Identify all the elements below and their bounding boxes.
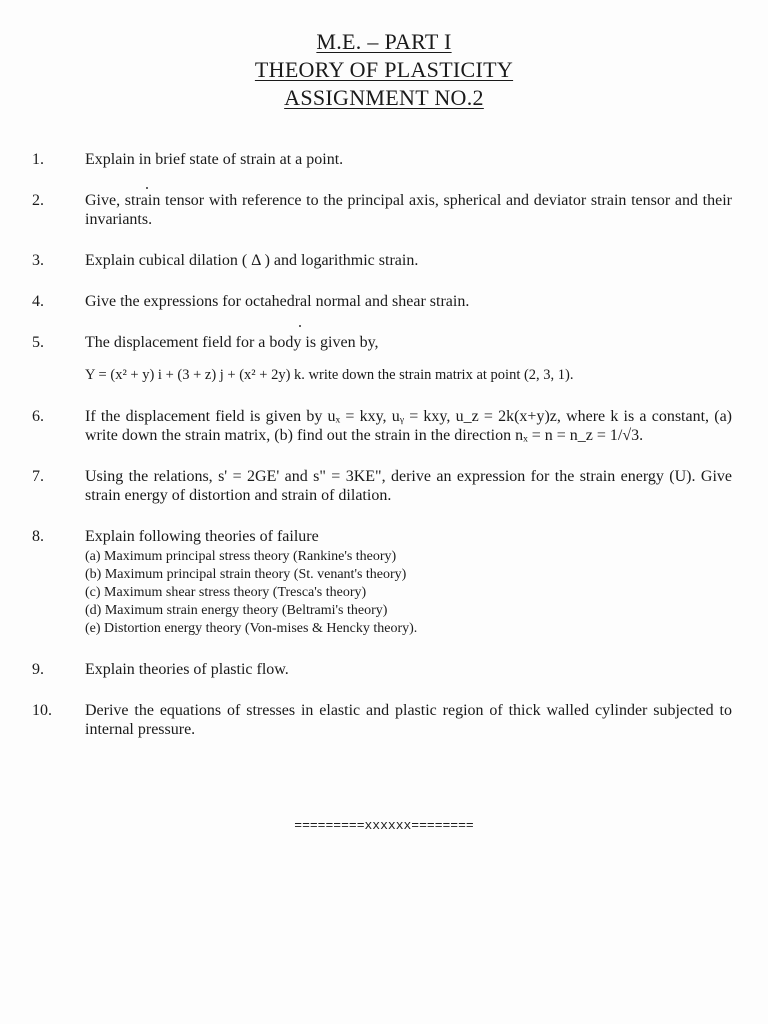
- question-number: 5.: [32, 334, 44, 351]
- scan-speck: [146, 187, 148, 189]
- question-number: 3.: [32, 252, 44, 269]
- theory-item-c: (c) Maximum shear stress theory (Tresca's theory): [85, 585, 367, 600]
- question-2: [32, 191, 732, 229]
- question-text: If the displacement field is given by uₓ = kxy, uᵧ = kxy, u_z = 2k(x+y)z, where k is a constant, (a) write down the strain matrix, (b) find out the strain in the direction nₓ = n = n_z = 1/√3.: [85, 408, 732, 444]
- question-4: [32, 292, 732, 311]
- question-text: Derive the equations of stresses in elastic and plastic region of thick walled cylinder subjected to internal pressure.: [85, 702, 732, 738]
- question-number: 7.: [32, 468, 44, 485]
- question-text: Explain cubical dilation ( Δ ) and logarithmic strain.: [85, 252, 419, 269]
- question-text: Give the expressions for octahedral normal and shear strain.: [85, 293, 470, 310]
- question-text: Explain following theories of failure: [85, 528, 319, 545]
- theory-item-e: (e) Distortion energy theory (Von-mises & Hencky theory).: [85, 621, 418, 636]
- question-text: Explain theories of plastic flow.: [85, 661, 289, 678]
- question-text: Give, strain tensor with reference to the principal axis, spherical and deviator strain tensor and their invariants.: [85, 192, 732, 228]
- theory-item-b: (b) Maximum principal strain theory (St. venant's theory): [85, 567, 407, 582]
- question-6: [32, 407, 732, 445]
- question-number: 8.: [32, 528, 44, 545]
- question-number: 9.: [32, 661, 44, 678]
- scan-speck: [299, 325, 301, 327]
- theory-item-d: (d) Maximum strain energy theory (Beltrami's theory): [85, 603, 388, 618]
- end-divider: =========xxxxxx========: [294, 818, 474, 833]
- displacement-field-equation: Y = (x² + y) i + (3 + z) j + (x² + 2y) k. write down the strain matrix at point (2, 3, 1).: [85, 367, 574, 383]
- course-title: M.E. – PART I: [316, 29, 452, 54]
- question-9: [32, 660, 732, 679]
- question-number: 6.: [32, 408, 44, 425]
- question-7: [32, 467, 732, 505]
- question-text: The displacement field for a body is given by,: [85, 334, 379, 351]
- question-text: Using the relations, s' = 2GE' and s" = 3KE", derive an expression for the strain energy (U). Give strain energy of distortion and strain of dilation.: [85, 468, 732, 504]
- question-number: 4.: [32, 293, 44, 310]
- assignment-header: [0, 28, 768, 112]
- question-10: [32, 701, 732, 739]
- theory-list: [85, 548, 732, 638]
- question-3: [32, 251, 732, 270]
- question-list: [32, 150, 732, 761]
- question-5: [32, 333, 732, 385]
- question-number: 10.: [32, 702, 52, 719]
- question-number: 1.: [32, 151, 44, 168]
- subject-title: THEORY OF PLASTICITY: [254, 57, 514, 82]
- question-8: [32, 527, 732, 638]
- question-text: Explain in brief state of strain at a point.: [85, 151, 344, 168]
- question-number: 2.: [32, 192, 44, 209]
- theory-item-a: (a) Maximum principal stress theory (Rankine's theory): [85, 549, 397, 564]
- question-1: [32, 150, 732, 169]
- assignment-title: ASSIGNMENT NO.2: [284, 85, 484, 110]
